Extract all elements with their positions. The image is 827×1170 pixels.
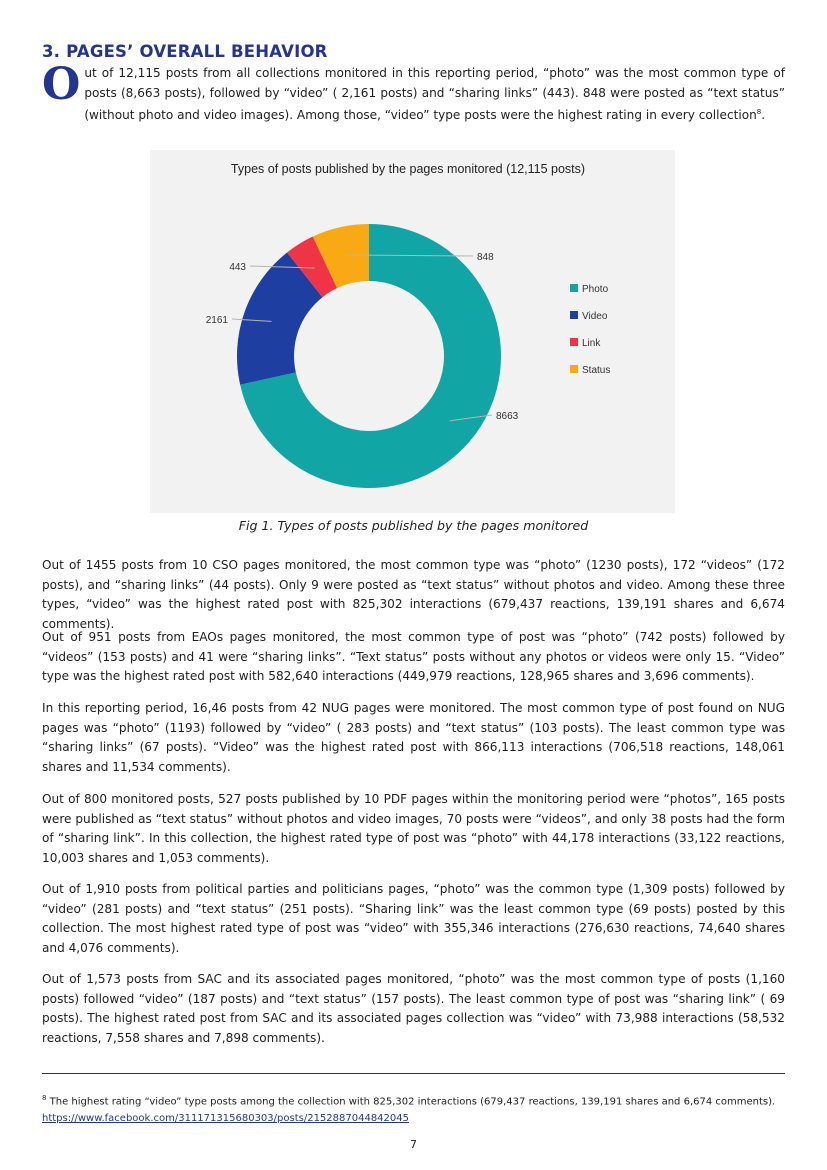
- paragraph-pdf: Out of 800 monitored posts, 527 posts published by 10 PDF pages within the monitoring period were “photos”, 165 posts were published as “text status” without photos and video images, 70 posts were “videos”, and only 38 posts had the form of “sharing link”. In this collection, the highest rated type of post was “photo” with 44,178 interactions (33,122 reactions, 10,003 shares and 1,053 comments).: [42, 792, 785, 865]
- legend-label-link: Link: [582, 338, 601, 349]
- legend-swatch-video: [570, 311, 578, 319]
- paragraph-political-parties: Out of 1,910 posts from political parties and politicians pages, “photo” was the common type (1,309 posts) followed by “video” (281 posts) and “text status” (251 posts). “Sharing link” was the least common type (69 posts) posted by this collection. The most highest rated type of post was “video” with 355,346 interactions (276,630 reactions, 74,640 shares and 4,076 comments).: [42, 882, 785, 955]
- footnote-text: The highest rating “video” type posts among the collection with 825,302 interactions (679,437 reactions, 139,191 shares and 6,674 comments).: [46, 1096, 776, 1108]
- data-label-link: 443: [229, 262, 246, 273]
- legend-swatch-status: [570, 365, 578, 373]
- drop-cap: O: [42, 59, 81, 110]
- paragraph-cso: Out of 1455 posts from 10 CSO pages monitored, the most common type was “photo” (1230 posts), 172 “videos” (172 posts), and “sharing links” (44 posts). Only 9 were posted as “text status” without photos and video. Among these three types, “video” was the highest rated post with 825,302 interactions (679,437 reactions, 139,191 shares and 6,674 comments).: [42, 558, 785, 631]
- legend-label-status: Status: [582, 365, 611, 376]
- donut-chart: [150, 150, 675, 513]
- footnote-divider: [42, 1073, 785, 1074]
- intro-paragraph: [42, 59, 785, 126]
- footnote: [42, 1090, 785, 1127]
- donut-chart-svg: [150, 150, 675, 513]
- legend-label-video: Video: [582, 311, 608, 322]
- figure-caption: Fig 1. Types of posts published by the pages monitored: [238, 518, 589, 533]
- page-number: 7: [410, 1138, 417, 1151]
- legend-swatch-link: [570, 338, 578, 346]
- footnote-mark: 8: [42, 1094, 47, 1102]
- footnote-link[interactable]: https://www.facebook.com/311171315680303/posts/2152887044842045: [42, 1113, 409, 1125]
- data-label-status: 848: [477, 252, 494, 263]
- paragraph-eaos: Out of 951 posts from EAOs pages monitored, the most common type of post was “photo” (742 posts) followed by “videos” (153 posts) and 41 were “sharing links”. “Text status” posts without any photos or videos were only 15. “Video” type was the highest rated post with 582,640 interactions (449,979 reactions, 128,965 shares and 3,696 comments).: [42, 630, 785, 684]
- footnote-reference[interactable]: 8: [756, 108, 762, 117]
- intro-text: ut of 12,115 posts from all collections monitored in this reporting period, “photo” was the most common type of posts (8,663 posts), followed by “video” ( 2,161 posts) and “sharing links” (443). 848 were posted as “text status” (without photo and video images). Among those, “video” type posts were the highest rating in every collection: [84, 66, 785, 123]
- legend-swatch-photo: [570, 284, 578, 292]
- legend-label-photo: Photo: [582, 284, 609, 295]
- data-label-video: 2161: [205, 315, 228, 326]
- paragraph-sac: Out of 1,573 posts from SAC and its associated pages monitored, “photo” was the most common type of posts (1,160 posts) followed “video” (187 posts) and “text status” (157 posts). The least common type of post was “sharing link” ( 69 posts). The highest rated post from SAC and its associated pages collection was “video” with 73,988 interactions (58,532 reactions, 7,558 shares and 7,898 comments).: [42, 972, 785, 1045]
- data-label-photo: 8663: [496, 411, 519, 422]
- chart-title: Types of posts published by the pages monitored (12,115 posts): [230, 162, 586, 176]
- section-heading: 3. PAGES’ OVERALL BEHAVIOR: [42, 42, 328, 61]
- paragraph-nug: In this reporting period, 16,46 posts from 42 NUG pages were monitored. The most common type of post found on NUG pages was “photo” (1193) followed by “video” ( 283 posts) and “text status” (103 posts). The least common type was “sharing links” (67 posts). “Video” was the highest rated post with 866,113 interactions (706,518 reactions, 148,061 shares and 11,534 comments).: [42, 701, 785, 774]
- intro-end: .: [761, 108, 766, 123]
